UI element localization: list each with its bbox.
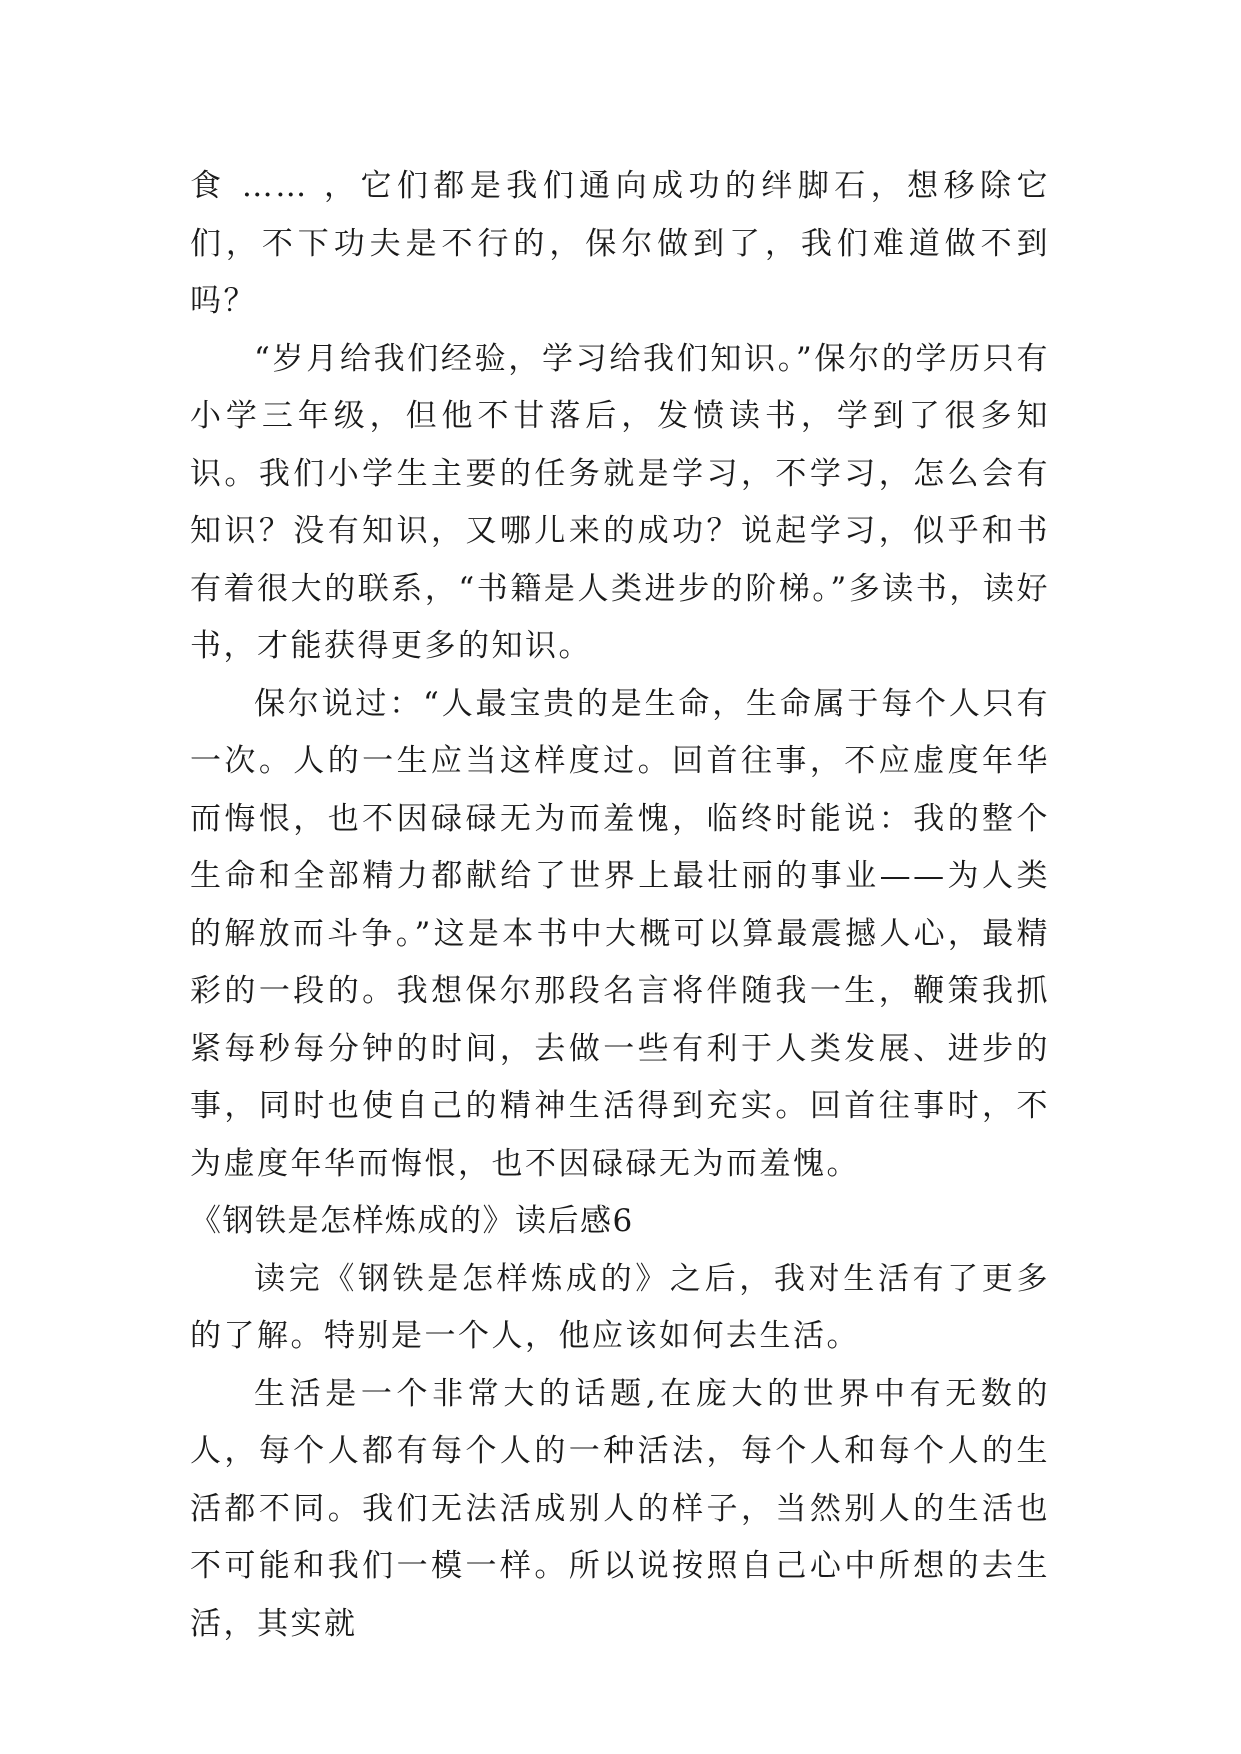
paragraph-life: 生活是一个非常大的话题,在庞大的世界中有无数的人，每个人都有每个人的一种活法，每个人和每个人的生活都不同。我们无法活成别人的样子，当然别人的生活也不可能和我们一模一样。所以说按照自己心中所想的去生活，其实就 [190, 1375, 1050, 1642]
paragraph-after-reading: 读完《钢铁是怎样炼成的》之后，我对生活有了更多的了解。特别是一个人，他应该如何去生活。 [190, 1260, 1050, 1354]
paragraph-continuation: 食 …… ，它们都是我们通向成功的绊脚石，想移除它们，不下功夫是不行的，保尔做到了，我们难道做不到吗？ [190, 168, 1050, 319]
section-title: 《钢铁是怎样炼成的》读后感6 [190, 1203, 634, 1239]
paragraph-learning: “岁月给我们经验，学习给我们知识。”保尔的学历只有小学三年级，但他不甘落后，发愤读书，学到了很多知识。我们小学生主要的任务就是学习，不学习，怎么会有知识？没有知识，又哪儿来的成功？说起学习，似乎和书有着很大的联系，“书籍是人类进步的阶梯。”多读书，读好书，才能获得更多的知识。 [190, 340, 1050, 664]
document-body [190, 158, 1050, 1653]
paragraph-pavel-quote: 保尔说过：“人最宝贵的是生命，生命属于每个人只有一次。人的一生应当这样度过。回首往事，不应虚度年华而悔恨，也不因碌碌无为而羞愧，临终时能说：我的整个生命和全部精力都献给了世界上最壮丽的事业——为人类的解放而斗争。”这是本书中大概可以算最震撼人心，最精彩的一段的。我想保尔那段名言将伴随我一生，鞭策我抓紧每秒每分钟的时间，去做一些有利于人类发展、进步的事，同时也使自己的精神生活得到充实。回首往事时，不为虚度年华而悔恨，也不因碌碌无为而羞愧。 [190, 685, 1050, 1182]
